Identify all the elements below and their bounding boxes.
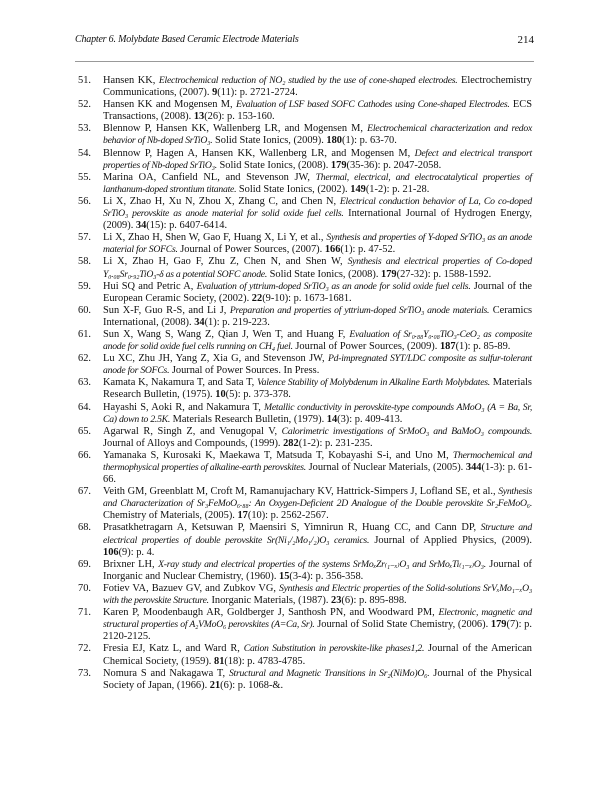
reference-number: 70. xyxy=(78,582,91,594)
reference-title: Electrical conduction behavior of La, Co co-doped SrTiO₃ perovskite as anode material for solid oxide fuel cells. xyxy=(103,195,532,220)
header-divider xyxy=(75,61,534,62)
reference-volume: 15 xyxy=(279,570,290,582)
reference-title: Synthesis and Electric properties of the Solid-solutions SrVₓMo₁₋ₓO₃ with the perovskite Structure. xyxy=(103,582,532,607)
reference-title: Electrochemical reduction of NO₂ studied by the use of cone-shaped electrodes. xyxy=(158,75,458,86)
reference-title: Synthesis and electrical properties of Co-doped Y₀.₀₈Sr₀.₉₂TiO₃-δ as a potential SOFC anode. xyxy=(103,256,532,280)
reference-title: Evaluation of LSF based SOFC Cathodes using Cone-shaped Electrodes. xyxy=(235,99,510,111)
reference-volume: 106 xyxy=(103,546,119,558)
reference-pages: (7): p. 2120-2125. xyxy=(103,619,532,643)
reference-source: Journal of the American Chemical Society, (1959). xyxy=(103,643,533,667)
reference-volume: 10 xyxy=(215,389,226,401)
reference-volume: 34 xyxy=(194,316,205,328)
reference-item xyxy=(78,583,532,607)
reference-authors: Marina OA, Canfield NL, and Stevenson JW, xyxy=(103,171,316,183)
reference-source: Chemistry of Materials, (2005). xyxy=(103,510,238,522)
reference-source: Solid State Ionics, (2008). xyxy=(267,268,382,280)
reference-item xyxy=(78,99,532,123)
reference-authors: Blennow P, Hagen A, Hansen KK, Wallenberg LR, and Mogensen M, xyxy=(103,147,415,159)
reference-pages: (1): p. 85-89. xyxy=(455,341,511,353)
reference-item xyxy=(78,329,532,353)
reference-volume: 81 xyxy=(214,655,225,667)
reference-authors: Li X, Zhao H, Shen W, Gao F, Huang X, Li Y, et al., xyxy=(103,232,327,244)
reference-pages: (1-2): p. 231-235. xyxy=(298,437,373,449)
reference-pages: (1): p. 47-52. xyxy=(340,244,396,256)
reference-source: Journal of Applied Physics, (2009). xyxy=(369,534,532,546)
reference-source: Journal of Nuclear Materials, (2005). xyxy=(305,462,466,473)
reference-pages: (18): p. 4783-4785. xyxy=(224,655,306,667)
reference-pages: (35-36): p. 2047-2058. xyxy=(346,159,442,171)
reference-source: Journal of the European Ceramic Society, (2002). xyxy=(103,280,533,304)
reference-title: Structural and Magnetic Transitions in Sr₂(NiMo)O₆. xyxy=(228,667,430,679)
reference-number: 62. xyxy=(78,353,91,365)
reference-number: 57. xyxy=(78,232,91,244)
reference-title: Thermochemical and thermophysical properties of alkaline-earth perovskites. xyxy=(103,449,532,473)
reference-pages: (6): p. 1068-&. xyxy=(220,679,284,691)
reference-authors: Prasatkhetragarn A, Ketsuwan P, Maensiri S, Yimnirun R, Huang CC, and Cann DP, xyxy=(103,522,481,534)
reference-item xyxy=(78,305,532,329)
page-number: 214 xyxy=(517,34,534,46)
reference-authors: Hansen KK and Mogensen M, xyxy=(103,99,236,111)
reference-source: International Journal of Hydrogen Energy, (2009). xyxy=(103,208,532,232)
reference-volume: 22 xyxy=(251,292,263,304)
reference-item xyxy=(78,668,532,692)
reference-authors: Sun X, Wang S, Wang Z, Qian J, Wen T, and Huang F, xyxy=(103,328,350,340)
reference-pages: (1-3): p. 61-66. xyxy=(103,462,532,486)
reference-volume: 187 xyxy=(439,341,456,353)
reference-volume: 17 xyxy=(237,510,248,522)
reference-authors: Hui SQ and Petric A, xyxy=(103,280,197,292)
reference-item xyxy=(78,377,532,401)
reference-volume: 9 xyxy=(212,87,218,99)
reference-source: Journal of the Physical Society of Japan, (1966). xyxy=(103,667,532,691)
reference-number: 71. xyxy=(78,607,91,619)
reference-volume: 21 xyxy=(209,679,221,691)
reference-item xyxy=(78,522,532,558)
reference-number: 69. xyxy=(78,558,91,570)
reference-number: 60. xyxy=(78,304,91,316)
reference-source: Solid State Ionics, (2008). xyxy=(216,159,331,171)
reference-volume: 179 xyxy=(330,159,347,171)
reference-authors: Karen P, Moodenbaugh AR, Goldberger J, Santhosh PN, and Woodward PM, xyxy=(103,607,439,619)
reference-item xyxy=(78,75,532,99)
reference-volume: 149 xyxy=(350,183,366,195)
reference-number: 64. xyxy=(78,401,91,413)
reference-title: Pd-impregnated SYT/LDC composite as sulfur-tolerant anode for SOFCs. xyxy=(103,353,532,377)
reference-item xyxy=(78,643,532,667)
reference-number: 68. xyxy=(78,522,91,534)
reference-pages: (1): p. 219-223. xyxy=(204,316,270,328)
reference-item xyxy=(78,172,532,196)
reference-item xyxy=(78,256,532,280)
reference-volume: 179 xyxy=(381,268,397,280)
reference-source: Ceramics International, (2008). xyxy=(103,304,532,328)
reference-authors: Li X, Zhao H, Xu N, Zhou X, Zhang C, and Chen N, xyxy=(103,195,340,207)
reference-volume: 166 xyxy=(324,244,341,256)
reference-source: Journal of Power Sources. In Press. xyxy=(169,365,320,377)
reference-source: Journal of Alloys and Compounds, (1999). xyxy=(103,437,284,449)
reference-source: Journal of Inorganic and Nuclear Chemistry, (1960). xyxy=(103,558,532,582)
reference-pages: (3): p. 409-413. xyxy=(337,413,403,425)
reference-title: Evaluation of Sr₀.₈₈Y₀.₀₈TiO₃-CeO₂ as composite anode for solid oxide fuel cells running on CH₄ fuel. xyxy=(103,328,532,353)
reference-pages: (9-10): p. 1673-1681. xyxy=(262,292,352,304)
reference-list xyxy=(78,75,532,692)
reference-volume: 344 xyxy=(465,462,482,473)
reference-authors: Hayashi S, Aoki R, and Nakamura T, xyxy=(103,401,265,413)
reference-authors: Li X, Zhao H, Gao F, Zhu Z, Chen N, and Shen W, xyxy=(103,256,348,268)
reference-source: Materials Research Bulletin, (1979). xyxy=(170,413,327,425)
reference-item xyxy=(78,486,532,522)
reference-pages: (9): p. 4. xyxy=(118,546,155,558)
reference-source: Journal of Solid State Chemistry, (2006). xyxy=(314,619,491,631)
reference-number: 53. xyxy=(78,123,91,135)
reference-source: Journal of Power Sources, (2007). xyxy=(177,244,325,256)
reference-number: 59. xyxy=(78,280,91,292)
reference-authors: Veith GM, Greenblatt M, Croft M, Ramanujachary KV, Hattrick-Simpers J, Lofland SE, et al., xyxy=(103,486,499,498)
reference-number: 56. xyxy=(78,195,91,207)
reference-number: 72. xyxy=(78,643,91,655)
reference-title: Preparation and properties of yttrium-doped SrTiO₃ anode materials. xyxy=(229,304,490,316)
reference-title: X-ray study and electrical properties of the systems SrMoₓZr₍₁₋ₓ₎O₃ and SrMoₓTi₍₁₋ₓ₎O₃. xyxy=(158,558,486,570)
reference-volume: 34 xyxy=(135,220,147,232)
reference-item xyxy=(78,353,532,377)
reference-authors: Agarwal R, Singh Z, and Venugopal V, xyxy=(103,425,282,437)
reference-number: 65. xyxy=(78,425,91,437)
reference-item xyxy=(78,426,532,450)
reference-pages: (11): p. 2721-2724. xyxy=(217,87,298,99)
chapter-title: Chapter 6. Molybdate Based Ceramic Electrode Materials xyxy=(75,34,299,45)
reference-volume: 14 xyxy=(326,413,338,425)
reference-title: Metallic conductivity in perovskite-type compounds AMoO₃ (A = Ba, Sr, Ca) down to 2.5K. xyxy=(103,401,532,425)
reference-title: Defect and electrical transport properties of Nb-doped SrTiO₃. xyxy=(103,147,532,171)
reference-pages: (6): p. 895-898. xyxy=(341,595,407,607)
reference-authors: Nomura S and Nakagawa T, xyxy=(103,667,229,679)
reference-title: Valence Stability of Molybdenum in Alkaline Earth Molybdates. xyxy=(257,377,490,389)
reference-source: Solid State Ionics, (2002). xyxy=(236,183,351,195)
reference-number: 67. xyxy=(78,486,91,498)
reference-item xyxy=(78,123,532,147)
reference-pages: (1-2): p. 21-28. xyxy=(365,183,430,195)
reference-title: Synthesis and Characterization of Sr₃FeMoO₆.₈₈: An Oxygen-Deficient 2D Analogue of the Double perovskite Sr₂FeMoO₆. xyxy=(103,486,532,510)
reference-item xyxy=(78,607,532,643)
reference-number: 73. xyxy=(78,667,91,679)
reference-pages: (5): p. 373-378. xyxy=(225,389,291,401)
reference-item xyxy=(78,402,532,426)
reference-number: 66. xyxy=(78,449,91,461)
reference-source: Solid State Ionics, (2009). xyxy=(212,135,327,147)
reference-authors: Fresia EJ, Katz L, and Ward R, xyxy=(103,643,244,655)
reference-volume: 180 xyxy=(326,135,342,147)
reference-authors: Kamata K, Nakamura T, and Sata T, xyxy=(103,377,258,389)
reference-pages: (26): p. 153-160. xyxy=(204,111,275,123)
reference-title: Cation Substitution in perovskite-like phases1,2. xyxy=(243,643,425,655)
reference-source: ECS Transactions, (2008). xyxy=(103,99,532,123)
reference-title: Evaluation of yttrium-doped SrTiO₃ as an anode for solid oxide fuel cells. xyxy=(196,280,471,292)
reference-volume: 23 xyxy=(331,595,342,607)
reference-number: 63. xyxy=(78,377,91,389)
reference-source: Journal of Power Sources, (2009). xyxy=(292,341,440,353)
reference-title: Synthesis and properties of Y-doped SrTiO₃ as an anode material for SOFCs. xyxy=(103,232,532,256)
reference-pages: (3-4): p. 356-358. xyxy=(289,570,364,582)
reference-volume: 282 xyxy=(283,437,299,449)
reference-item xyxy=(78,281,532,305)
reference-number: 52. xyxy=(78,99,91,111)
reference-number: 58. xyxy=(78,256,91,268)
reference-pages: (1): p. 63-70. xyxy=(341,135,397,147)
reference-authors: Brixner LH, xyxy=(103,558,159,570)
reference-authors: Yamanaka S, Kurosaki K, Maekawa T, Matsuda T, Kobayashi S-i, and Uno M, xyxy=(103,449,453,461)
reference-item xyxy=(78,450,532,486)
reference-title: Electronic, magnetic and structural properties of A₂VMoO₆ perovskites (A=Ca, Sr). xyxy=(103,607,532,631)
reference-title: Structure and electrical properties of double perovskite Sr(Ni₁/₂Mo₁/₂)O₃ ceramics. xyxy=(103,522,532,546)
reference-item xyxy=(78,559,532,583)
reference-number: 54. xyxy=(78,147,91,159)
running-header xyxy=(75,34,534,48)
reference-source: Materials Research Bulletin, (1975). xyxy=(103,377,532,401)
reference-authors: Sun X-F, Guo R-S, and Li J, xyxy=(103,304,230,316)
reference-title: Electrochemical characterization and redox behavior of Nb-doped SrTiO₃. xyxy=(103,123,532,147)
reference-pages: (10): p. 2562-2567. xyxy=(247,510,329,522)
reference-pages: (27-32): p. 1588-1592. xyxy=(396,268,492,280)
reference-number: 51. xyxy=(78,75,91,86)
reference-title: Thermal, electrical, and electrocatalytical properties of lanthanum-doped strontium titanate. xyxy=(103,171,532,195)
reference-authors: Hansen KK, xyxy=(103,75,159,86)
reference-source: Electrochemistry Communications, (2007). xyxy=(103,75,532,99)
reference-title: Calorimetric investigations of SrMoO₃ and BaMoO₃ compounds. xyxy=(281,425,532,437)
reference-volume: 179 xyxy=(490,619,507,631)
reference-item xyxy=(78,232,532,256)
reference-source: Inorganic Materials, (1987). xyxy=(208,595,332,607)
reference-authors: Lu XC, Zhu JH, Yang Z, Xia G, and Stevenson JW, xyxy=(103,353,328,365)
reference-item xyxy=(78,196,532,232)
reference-authors: Blennow P, Hansen KK, Wallenberg LR, and Mogensen M, xyxy=(103,123,368,135)
reference-volume: 13 xyxy=(193,111,205,123)
reference-number: 61. xyxy=(78,328,91,340)
reference-item xyxy=(78,148,532,172)
reference-pages: (15): p. 6407-6414. xyxy=(146,220,228,232)
reference-authors: Fotiev VA, Bazuev GV, and Zubkov VG, xyxy=(103,582,280,594)
reference-number: 55. xyxy=(78,171,91,183)
